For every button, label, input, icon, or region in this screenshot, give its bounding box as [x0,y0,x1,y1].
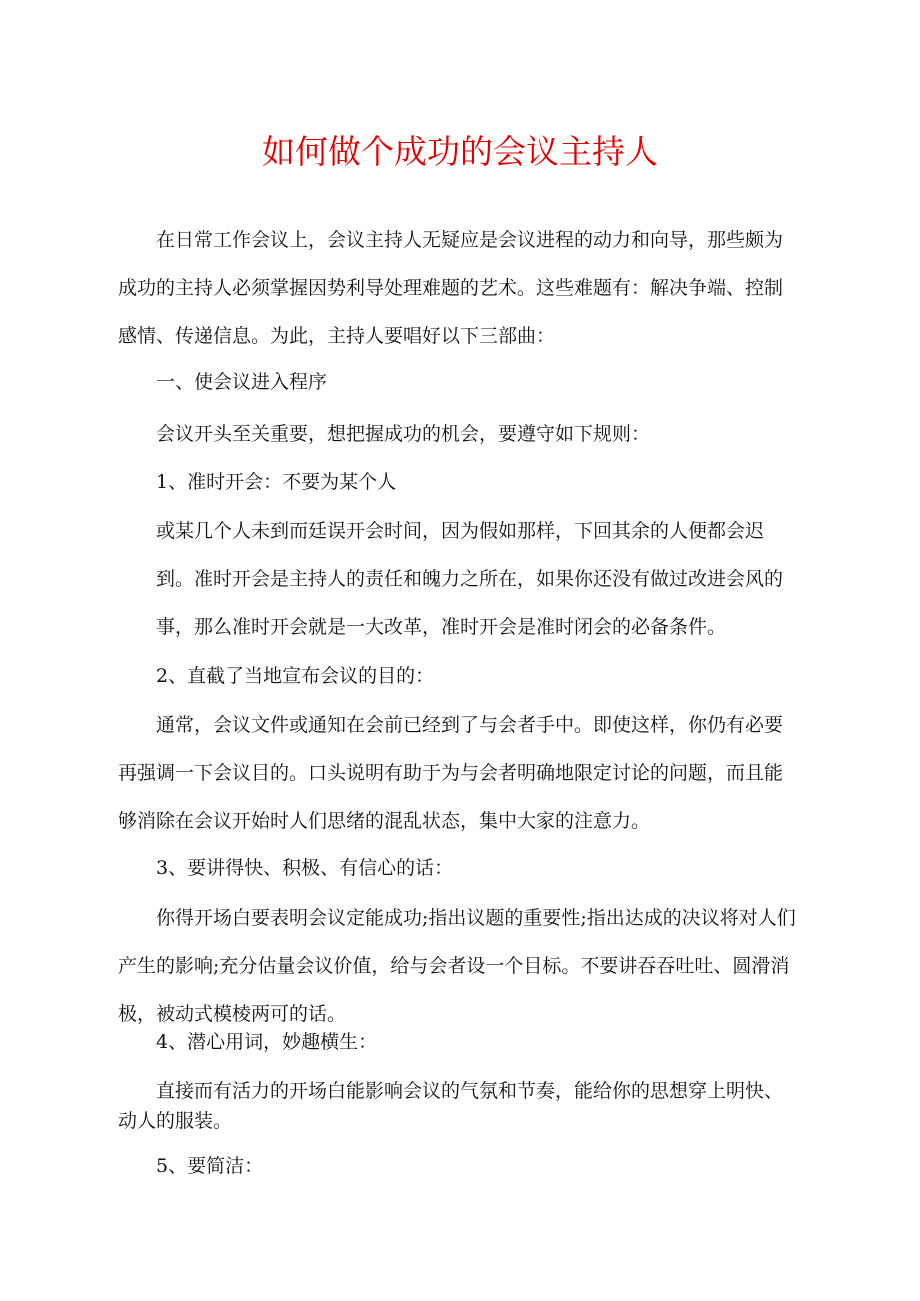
section1-heading: 一、使会议进入程序 [156,371,328,393]
item5-heading: 5、要简洁： [156,1155,264,1177]
item3-heading: 3、要讲得快、积极、有信心的话： [156,857,454,879]
item4-body: 直接而有活力的开场白能影响会议的气氛和节奏，能给你的思想穿上明快、动人的服装。 [118,1080,784,1132]
item3-body: 你得开场白要表明会议定能成功;指出议题的重要性;指出达成的决议将对人们产生的影响;充分估量会议价值，给与会者设一个目标。不要讲吞吞吐吐、圆滑消极，被动式模棱两可的话。 [118,907,796,1025]
item1-heading: 1、准时开会：不要为某个人 [156,471,397,493]
item1-body: 或某几个人未到而廷误开会时间，因为假如那样，下回其余的人便都会迟到。准时开会是主持人的责任和魄力之所在，如果你还没有做过改进会风的事，那么准时开会就是一大改革，准时开会是准时闭会的必备条件。 [156,520,784,638]
item4-heading: 4、潜心用词，妙趣横生： [156,1031,378,1053]
item2-body: 通常，会议文件或通知在会前已经到了与会者手中。即使这样，你仍有必要再强调一下会议目的。口头说明有助于为与会者明确地限定讨论的问题，而且能够消除在会议开始时人们思绪的混乱状态，集中大家的注意力。 [118,714,784,832]
section1-lead: 会议开头至关重要，想把握成功的机会，要遵守如下规则： [156,423,651,445]
document-title: 如何做个成功的会议主持人 [262,132,658,171]
item2-heading: 2、直截了当地宣布会议的目的： [156,665,435,687]
intro-paragraph: 在日常工作会议上，会议主持人无疑应是会议进程的动力和向导，那些颇为成功的主持人必须掌握因势利导处理难题的艺术。这些难题有：解决争端、控制感情、传递信息。为此，主持人要唱好以下三部曲： [118,229,784,347]
